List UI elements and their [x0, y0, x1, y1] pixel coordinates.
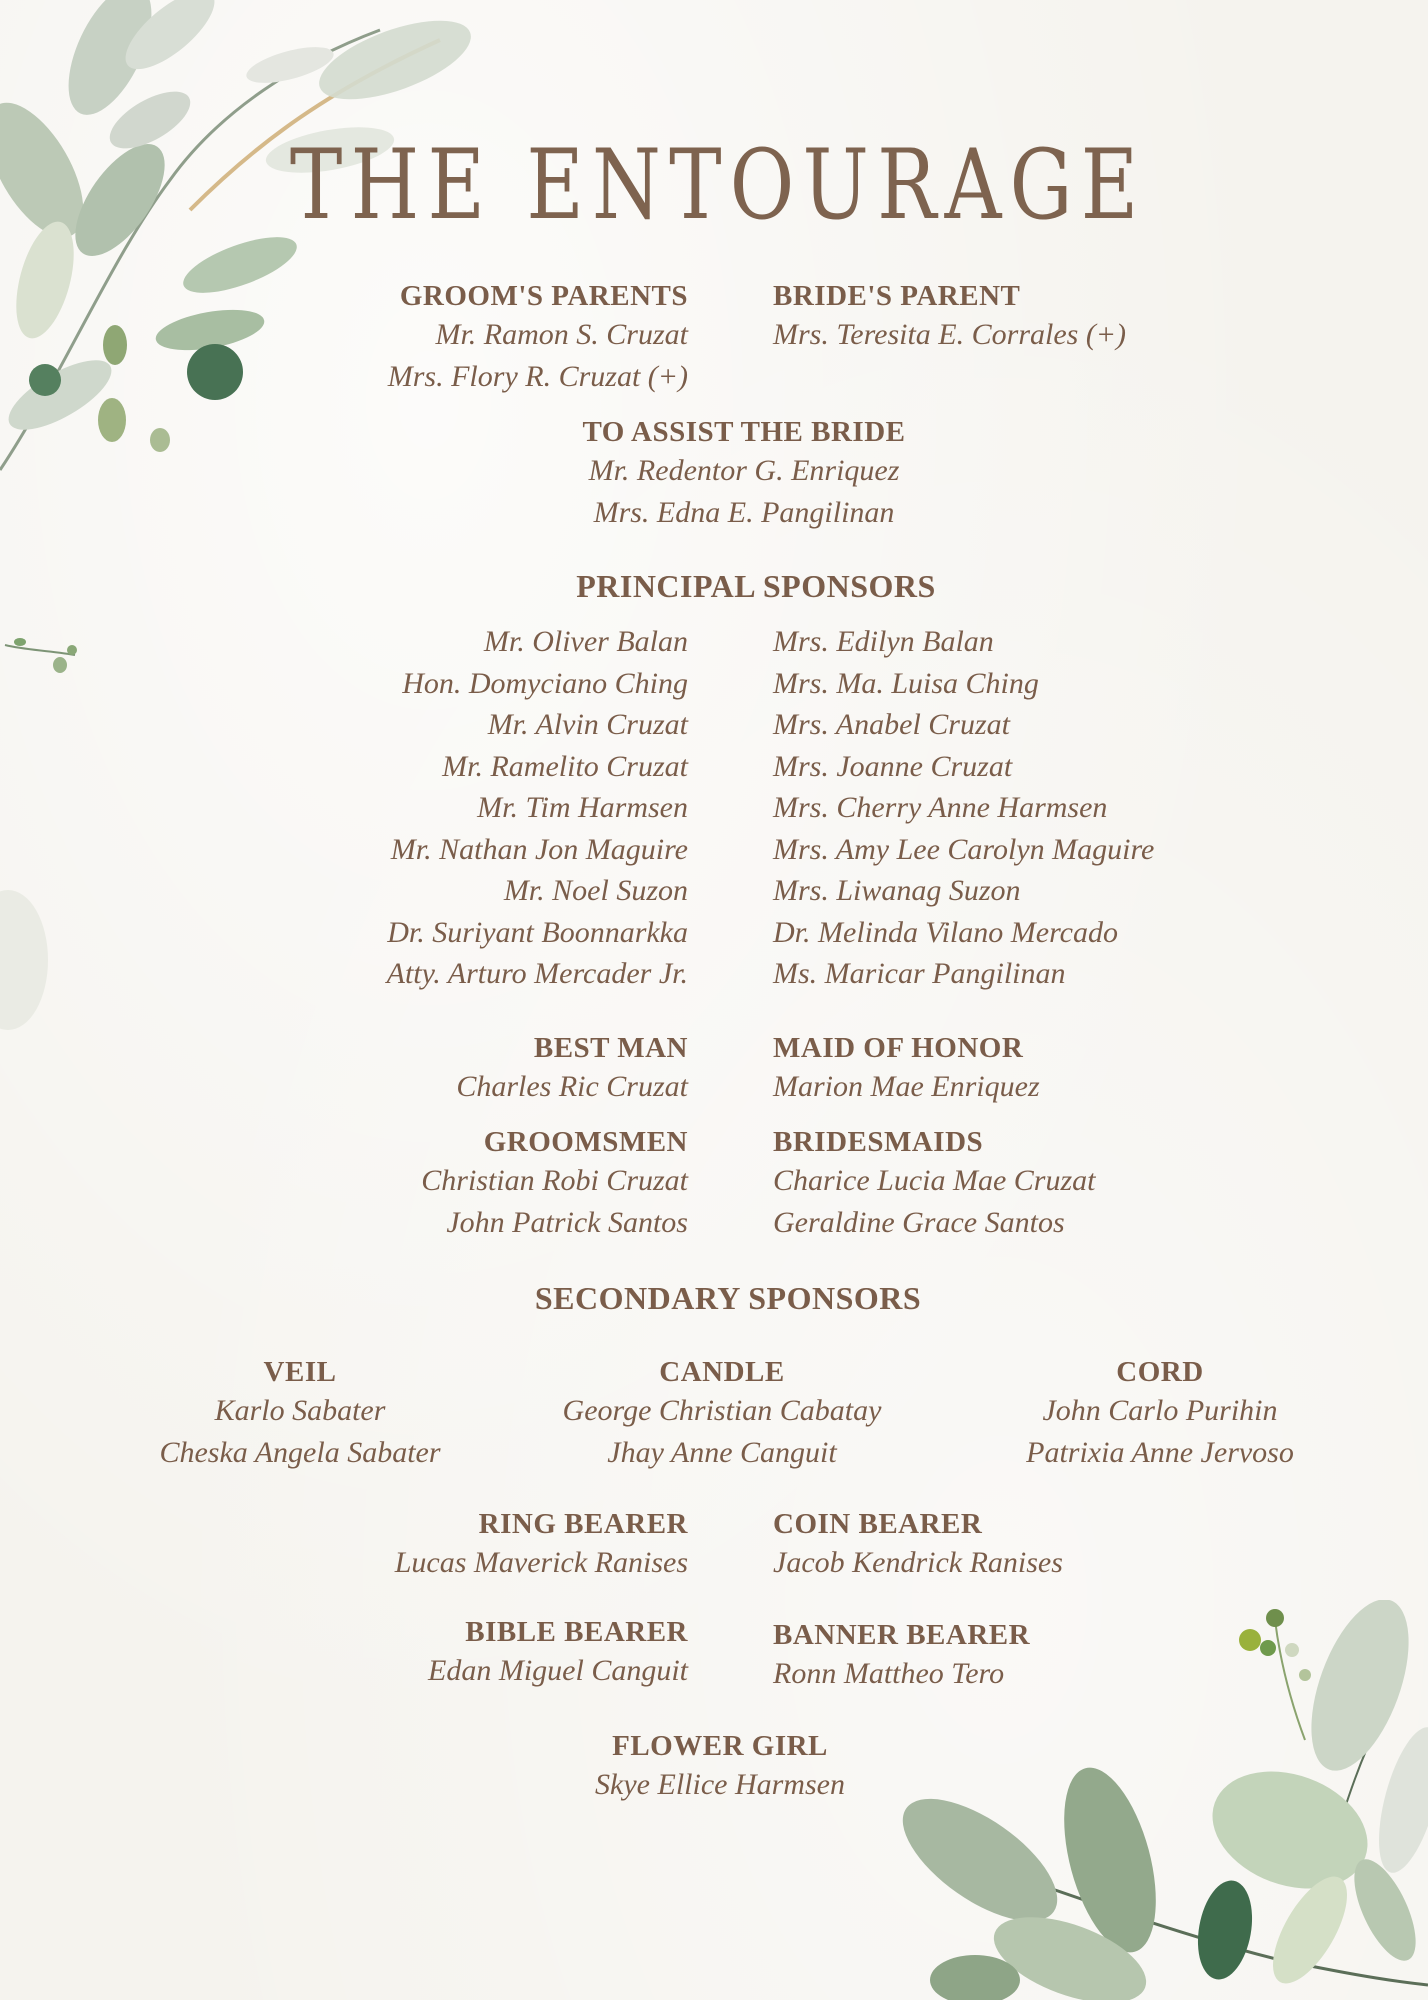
left-faint-leaf-decoration	[0, 890, 60, 1030]
maid-of-honor-heading: MAID OF HONOR	[773, 1032, 1024, 1064]
sponsor-name: Dr. Melinda Vilano Mercado	[773, 915, 1118, 949]
groomsmen-heading: GROOMSMEN	[483, 1126, 688, 1158]
groomsman-name: Christian Robi Cruzat	[421, 1164, 688, 1197]
groomsman-name: John Patrick Santos	[446, 1205, 688, 1239]
cord-name: John Carlo Purihin	[1042, 1394, 1278, 1427]
coin-bearer-heading: COIN BEARER	[773, 1508, 983, 1540]
sponsor-name: Hon. Domyciano Ching	[402, 666, 688, 700]
candle-name: George Christian Cabatay	[562, 1394, 882, 1427]
bridesmaids-heading: BRIDESMAIDS	[773, 1126, 984, 1158]
principal-sponsors-left-list	[387, 621, 688, 995]
veil-block	[70, 1354, 530, 1473]
coin-bearer-block	[773, 1506, 1063, 1584]
brides-parent-name: Mrs. Teresita E. Corrales (+)	[773, 318, 1127, 351]
coin-bearer-name: Jacob Kendrick Ranises	[773, 1546, 1063, 1579]
sponsor-name: Mrs. Ma. Luisa Ching	[773, 666, 1039, 700]
bible-bearer-block	[428, 1614, 688, 1692]
bible-bearer-heading: BIBLE BEARER	[465, 1616, 688, 1648]
brides-parent-heading: BRIDE'S PARENT	[773, 280, 1021, 312]
sponsor-name: Mr. Tim Harmsen	[477, 791, 688, 824]
veil-name: Cheska Angela Sabater	[159, 1435, 441, 1469]
flower-girl-heading: FLOWER GIRL	[612, 1730, 828, 1762]
veil-heading: VEIL	[263, 1356, 337, 1388]
principal-sponsors-heading: PRINCIPAL SPONSORS	[576, 568, 936, 604]
flower-girl-block	[6, 1728, 1428, 1806]
candle-block	[492, 1354, 952, 1473]
grooms-parent-name: Mr. Ramon S. Cruzat	[435, 318, 688, 351]
flower-girl-name: Skye Ellice Harmsen	[595, 1768, 845, 1801]
bridesmaid-name: Geraldine Grace Santos	[773, 1205, 1065, 1239]
assist-bride-heading: TO ASSIST THE BRIDE	[582, 416, 906, 448]
sponsor-name: Mrs. Cherry Anne Harmsen	[773, 791, 1108, 824]
page-title: THE ENTOURAGE	[289, 129, 1147, 241]
maid-of-honor-block	[773, 1030, 1040, 1108]
secondary-sponsors-heading: SECONDARY SPONSORS	[534, 1280, 922, 1316]
principal-sponsors-right-list	[773, 621, 1154, 995]
sponsor-name: Mrs. Edilyn Balan	[773, 625, 994, 658]
sponsor-name: Mrs. Anabel Cruzat	[773, 708, 1010, 741]
banner-bearer-name: Ronn Mattheo Tero	[773, 1657, 1005, 1690]
sponsor-name: Mrs. Joanne Cruzat	[773, 749, 1013, 783]
best-man-heading: BEST MAN	[533, 1032, 688, 1064]
best-man-name: Charles Ric Cruzat	[456, 1070, 688, 1103]
left-sprig-decoration	[0, 630, 90, 690]
ring-bearer-heading: RING BEARER	[478, 1508, 688, 1540]
sponsor-name: Mr. Noel Suzon	[503, 874, 688, 907]
sponsor-name: Mr. Nathan Jon Maguire	[390, 832, 688, 866]
ring-bearer-block	[395, 1506, 688, 1584]
cord-name: Patrixia Anne Jervoso	[1026, 1435, 1294, 1469]
sponsor-name: Mr. Alvin Cruzat	[487, 708, 688, 741]
assist-bride-name: Mr. Redentor G. Enriquez	[588, 454, 900, 487]
groomsmen-block	[421, 1124, 688, 1243]
sponsor-name: Mrs. Amy Lee Carolyn Maguire	[773, 832, 1155, 866]
principal-sponsors-heading-wrap	[42, 568, 1428, 604]
veil-name: Karlo Sabater	[214, 1394, 386, 1427]
best-man-block	[456, 1030, 688, 1108]
sponsor-name: Mr. Oliver Balan	[483, 625, 688, 658]
sponsor-name: Dr. Suriyant Boonnarkka	[387, 915, 688, 949]
cord-heading: CORD	[1116, 1356, 1204, 1388]
grooms-parent-name: Mrs. Flory R. Cruzat (+)	[387, 359, 688, 393]
secondary-sponsors-heading-wrap	[14, 1280, 1428, 1316]
assist-bride-name: Mrs. Edna E. Pangilinan	[593, 495, 895, 529]
candle-name: Jhay Anne Canguit	[607, 1435, 837, 1469]
sponsor-name: Atty. Arturo Mercader Jr.	[386, 957, 688, 990]
sponsor-name: Mrs. Liwanag Suzon	[773, 874, 1021, 907]
grooms-parents-block	[388, 278, 688, 397]
maid-of-honor-name: Marion Mae Enriquez	[773, 1070, 1040, 1103]
ring-bearer-name: Lucas Maverick Ranises	[394, 1546, 688, 1579]
bridesmaids-block	[773, 1124, 1096, 1243]
brides-parent-block	[773, 278, 1126, 356]
sponsor-name: Ms. Maricar Pangilinan	[773, 957, 1066, 990]
grooms-parents-heading: GROOM'S PARENTS	[399, 280, 688, 312]
assist-bride-block	[30, 414, 1428, 533]
banner-bearer-block	[773, 1617, 1030, 1695]
candle-heading: CANDLE	[659, 1356, 785, 1388]
bridesmaid-name: Charice Lucia Mae Cruzat	[773, 1164, 1096, 1197]
sponsor-name: Mr. Ramelito Cruzat	[442, 749, 688, 783]
banner-bearer-heading: BANNER BEARER	[773, 1619, 1031, 1651]
bible-bearer-name: Edan Miguel Canguit	[428, 1654, 688, 1687]
cord-block	[930, 1354, 1390, 1473]
